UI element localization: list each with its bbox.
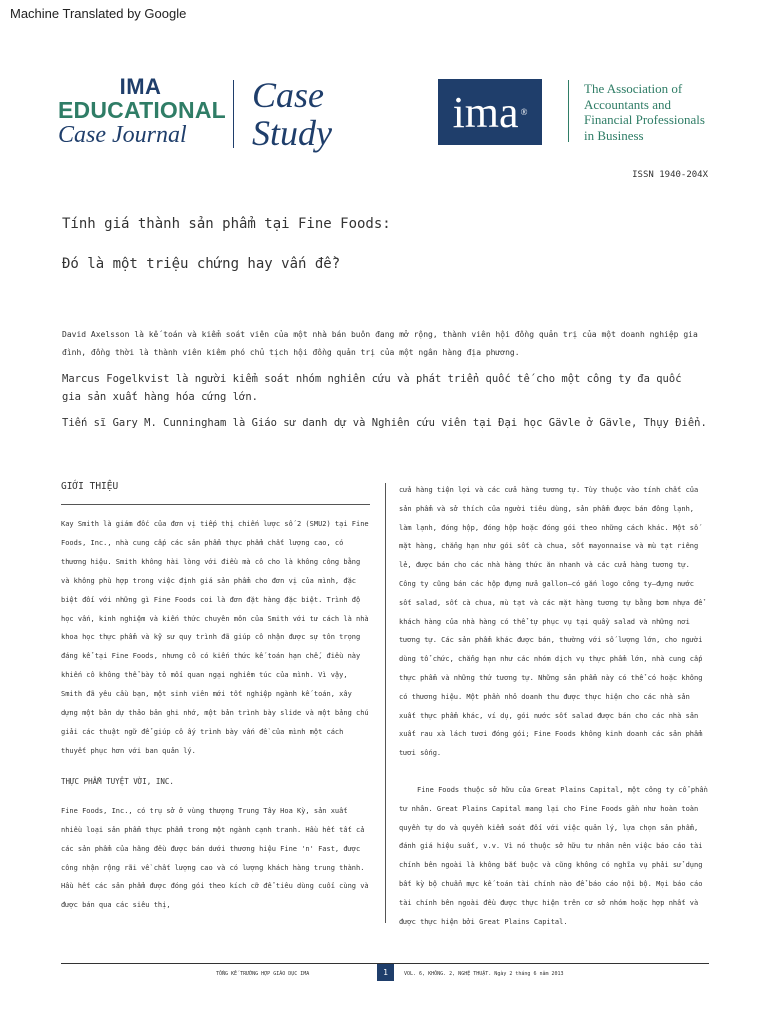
ima-educational-case-journal-logo [58,74,226,148]
association-divider [568,80,569,142]
issn-number: ISSN 1940-204X [632,170,708,180]
ima-brand-logo [438,79,542,145]
ownership-paragraph: Fine Foods thuộc sở hữu của Great Plains Capital, một công ty cổ phần tư nhân. Great Plains Capital mang lại cho Fine Foods gần như hoàn toàn quyền tự do và quyền kiểm soát đối với việc quản lý, lựa chọn sản phẩm, đánh giá hiệu suất, v.v. Vì nó thuộc sở hữu tư nhân nên việc báo cáo tài chính bên ngoài là không bắt buộc và cũng không có nghĩa vụ phải sử dụng bất kỳ bộ chuẩn mực kế toán tài chính nào để báo cáo nội bộ. Mọi báo cáo tài chính bên ngoài đều được thực hiện trên cơ sở nhóm hoặc hợp nhất và được thực hiện bởi Great Plains Capital. [399,785,708,926]
introduction-paragraph: Kay Smith là giám đốc của đơn vị tiếp thị chiến lược số 2 (SMU2) tại Fine Foods, Inc., nhà cung cấp các sản phẩm thực phẩm chất lượng cao, có thương hiệu. Smith không hài lòng với điều mà cô cho là không công bằng và không phù hợp trong việc định giá sản phẩm cho đơn vị của mình, đặc biệt đối với những gì Fine Foods coi là đơn đặt hàng đặc biệt. Trình độ học vấn, kinh nghiệm và kiến thức chuyên môn của Smith với tư cách là nhà khoa học thực phẩm và kỹ sư quy trình đã giúp cô nhận được sự tôn trọng đáng kể tại Fine Foods, nhưng cô có kiến thức kế toán hạn chế, điều này khiến cô không thể bày tỏ mối quan ngại nghiêm túc của mình. Vì vậy, Smith đã yêu cầu bạn, một sinh viên mới tốt nghiệp ngành kế toán, xây dựng một bản dự thảo bản ghi nhớ, một bản trình bày slide và một bảng chú giải các thuật ngữ để giúp cô ấy trình bày vấn đề của mình một cách thuyết phục hơn với ban quản lý. [61,520,369,755]
section-heading-company: THỰC PHẨM TUYỆT VỜI, INC. [61,776,174,786]
section-rule [61,504,370,505]
association-line: in Business [584,127,644,143]
case-study-label [252,76,332,152]
author-bio-fogelkvist: Marcus Fogelkvist là người kiểm soát nhóm nghiên cứu và phát triển quốc tế cho một công ty đa quốc gia sản xuất hàng hóa cứng lớn. [62,373,682,403]
right-column [399,481,709,931]
logo-line-ima: IMA [119,74,162,99]
footer-volume-info: VOL. 6, KHÔNG. 2, NGHỆ THUẬT. Ngày 2 tháng 6 năm 2013 [404,971,564,977]
company-paragraph: Fine Foods, Inc., có trụ sở ở vùng thượng Trung Tây Hoa Kỳ, sản xuất nhiều loại sản phẩm thực phẩm trong một ngành cạnh tranh. Hầu hết tất cả các sản phẩm của hãng đều được bán dưới thương hiệu Fine 'n' Fast, được công nhận rộng rãi về chất lượng cao và có lượng khách hàng trung thành. Hầu hết các sản phẩm được đóng gói theo kích cỡ để tiêu dùng cuối cùng và được bán qua các siêu thị, [61,806,369,910]
ima-brand-text: ima [452,87,519,137]
logo-line-case-journal: Case Journal [58,122,187,148]
logo-line-educational: EDUCATIONAL [58,97,226,123]
page-number: 1 [377,964,394,981]
products-paragraph: cửa hàng tiện lợi và các cửa hàng tương tự. Tùy thuộc vào tính chất của sản phẩm và sở thích của người tiêu dùng, sản phẩm được bán đông lạnh, làm lạnh, đóng hộp, đóng hộp hoặc đóng gói theo những cách khác. Một số mặt hàng, chẳng hạn như gói sốt cà chua, sốt mayonnaise và mù tạt riêng lẻ, được bán cho các nhà hàng thức ăn nhanh và các cửa hàng tương tự. Công ty cũng bán các hộp đựng nửa gallon—có gắn logo công ty—đựng nước sốt salad, sốt cà chua, mù tạt và các mặt hàng tương tự bằng bơm nhựa để khách hàng của nhà hàng có thể tự phục vụ tại quầy salad và những nơi tương tự. Các sản phẩm khác được bán, thường với số lượng lớn, cho người dùng tổ chức, chẳng hạn như các nhóm dịch vụ thực phẩm lớn, nhà cung cấp thực phẩm và những thứ tương tự. Những sản phẩm này có thể có hoặc không có thương hiệu. Một phần nhỏ doanh thu được thực hiện cho các nhà sản xuất thực phẩm khác, ví dụ, gói nước sốt salad được bán cho các nhà sản xuất rau xà lách tươi đóng gói; Fine Foods không kinh doanh các sản phẩm tươi sống. [399,486,703,758]
machine-translation-banner: Machine Translated by Google [10,6,187,21]
study-word: Study [252,113,332,153]
section-heading-introduction: GIỚI THIỆU [61,481,119,492]
association-name [584,81,705,143]
association-line: Financial Professionals [584,112,705,127]
author-bio-axelsson: David Axelsson là kế toán và kiểm soát viên của một nhà bán buôn đang mở rộng, thành viên hội đồng quản trị của một doanh nghiệp gia đình, đồng thời là thành viên kiêm phó chủ tịch hội đồng quản trị của một ngân hàng địa phương. [62,330,698,357]
association-line: The Association of [584,81,683,96]
case-subtitle: Đó là một triệu chứng hay vấn đề? [62,256,341,272]
author-bio-cunningham: Tiến sĩ Gary M. Cunningham là Giáo sư danh dự và Nghiên cứu viên tại Đại học Gävle ở Gävle, Thụy Điển. [62,417,707,429]
column-divider [385,483,386,923]
association-line: Accountants and [584,96,672,112]
case-title: Tính giá thành sản phẩm tại Fine Foods: [62,216,391,232]
logo-divider [233,80,234,148]
left-column [61,476,370,915]
footer-journal-name: TỔNG KẾ TRƯỜNG HỢP GIÁO DỤC IMA [216,971,310,977]
registered-mark: ® [520,107,528,117]
case-word: Case [252,75,324,115]
